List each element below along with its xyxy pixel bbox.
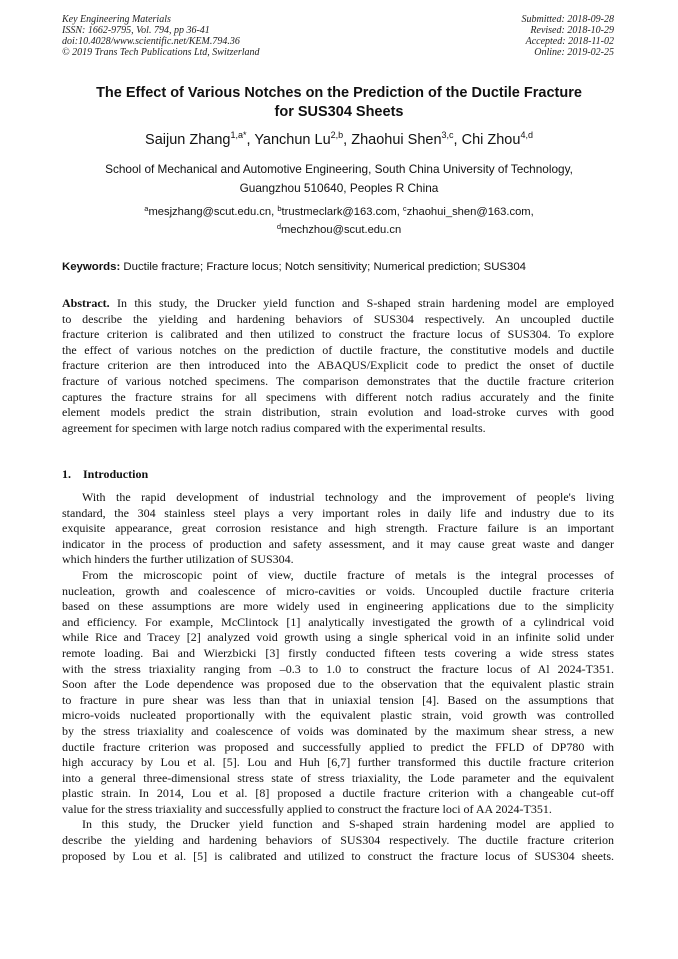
introduction-body <box>62 490 614 864</box>
author-name: Chi Zhou <box>461 132 521 148</box>
body-text-line: With the rapid development of industrial technology and the improvement of people's living <box>82 490 614 504</box>
title-line-1: The Effect of Various Notches on the Prediction of the Ductile Fracture <box>96 85 582 101</box>
submission-dates <box>522 14 615 58</box>
body-text-line: based on these assumptions are more widely used in engineering applications due to the simplicity <box>62 599 614 614</box>
affiliation <box>30 160 648 198</box>
author-emails <box>30 203 648 239</box>
body-text-line: into a general three-dimensional stress state of stress triaxiality, the Lode parameter and the equivalent <box>62 770 614 785</box>
body-text-line: indicator in the process of production and safety assessment, and it may cause great waste and danger <box>62 536 614 551</box>
journal-info <box>62 14 260 58</box>
body-text-line: ductile fracture criterion was proposed and successfully applied to predict the FFLD of DP780 with <box>62 739 614 754</box>
abstract-line: fracture criterion are then introduced into the ABAQUS/Explicit code to predict the onset of ductile <box>62 358 614 373</box>
date-accepted: Accepted: 2018-11-02 <box>525 36 614 47</box>
abstract-line: the effect of various notches on the prediction of ductile fracture, the constitutive models and ductile <box>62 342 614 357</box>
journal-issn: ISSN: 1662-9795, Vol. 794, pp 36-41 <box>62 25 210 36</box>
email-address[interactable]: trustmeclark@163.com, <box>281 206 403 218</box>
journal-doi: doi:10.4028/www.scientific.net/KEM.794.36 <box>62 36 240 47</box>
body-text-line: micro-voids nucleated proportionally with the equivalent plastic strain, void growth was controlled <box>62 708 614 723</box>
date-online: Online: 2019-02-25 <box>534 47 614 58</box>
body-text-line: describe the yielding and hardening behaviors of SUS304 respectively. The ductile fracture criterion <box>62 833 614 848</box>
email-line-1 <box>30 203 648 221</box>
email-address[interactable]: mesjzhang@scut.edu.cn, <box>148 206 278 218</box>
author-separator: , <box>343 132 352 148</box>
author-affiliation-mark: 1,a* <box>230 130 247 140</box>
keywords <box>62 259 618 275</box>
email-mark: c <box>402 204 407 213</box>
abstract-line: fracture criterion is calibrated and then utilized to construct the fracture locus of SUS304. To explore <box>62 327 614 342</box>
body-text-line: by the stress triaxiality and coalescence of voids was dominated by the maximum shear stress, a new <box>62 723 614 738</box>
author-name: Yanchun Lu <box>254 132 331 148</box>
keywords-text: Ductile fracture; Fracture locus; Notch sensitivity; Numerical prediction; SUS304 <box>120 261 527 273</box>
body-text-line: plastic strain. In 2014, Lou et al. [8] proposed a ductile fracture criterion with a changeable cut-off <box>62 786 614 801</box>
section-heading-introduction <box>62 466 148 482</box>
title-line-2: for SUS304 Sheets <box>274 104 404 120</box>
abstract-line <box>62 296 614 312</box>
body-text-line: while Rice and Tracey [2] analyzed void growth using a single spherical void in an infinite solid under <box>62 630 614 645</box>
body-text-line: with the stress triaxiality ranging from –0.3 to 1.0 to construct the fracture locus of Al 2024-T351. <box>62 661 614 676</box>
author-name: Saijun Zhang <box>145 132 231 148</box>
author-separator: , <box>453 132 462 148</box>
abstract <box>62 296 614 436</box>
paper-title <box>40 84 638 122</box>
email-line-2 <box>30 221 648 239</box>
abstract-line: captures the fracture strains for all specimens with different notch radius accurately and the finite <box>62 389 614 404</box>
body-text-line: In this study, the Drucker yield function and S-shaped strain hardening model are applied to <box>82 817 614 832</box>
email-mark: d <box>276 222 281 231</box>
author-affiliation-mark: 4,d <box>520 130 533 140</box>
section-title: Introduction <box>83 467 149 481</box>
journal-copyright: © 2019 Trans Tech Publications Ltd, Switzerland <box>62 47 260 58</box>
keywords-label: Keywords: <box>62 261 121 273</box>
email-mark: b <box>277 204 282 213</box>
email-mark: a <box>144 204 149 213</box>
date-submitted: Submitted: 2018-09-28 <box>521 14 614 25</box>
author-affiliation-mark: 3,c <box>441 130 454 140</box>
affiliation-line-1: School of Mechanical and Automotive Engineering, South China University of Technology, <box>105 162 573 176</box>
author-affiliation-mark: 2,b <box>330 130 344 140</box>
email-address[interactable]: zhaohui_shen@163.com, <box>406 206 534 218</box>
author-name: Zhaohui Shen <box>351 132 442 148</box>
body-text-line: nucleation, growth and coalescence of micro-cavities or voids. Uncoupled ductile fracture criteria <box>62 583 614 598</box>
body-text-line: high accuracy by Lou et al. [5]. Lou and Huh [6,7] further transformed this ductile fracture criterion <box>62 755 614 770</box>
body-text-line: Soon after the Lode dependence was proposed due to the observation that the equivalent plastic strain <box>62 677 614 692</box>
abstract-text: In this study, the Drucker yield function and S-shaped strain hardening model are employed <box>109 296 614 310</box>
author-separator: , <box>246 132 255 148</box>
author-list <box>30 130 648 150</box>
body-text-line: remote loading. Bai and Wierzbicki [3] firstly conducted fifteen tests covering a wide stress states <box>62 645 614 660</box>
body-text-line: value for the stress triaxiality and successfully applied to construct the fracture loci of AA 2024-T351. <box>62 801 552 816</box>
body-text-line: and efficiency. For example, McClintock [1] analytically investigated the growth of a cylindrical void <box>62 614 614 629</box>
body-text-line: standard, the 304 stainless steel plays a very important roles in daily life and industry due to its <box>62 505 614 520</box>
body-text-line: From the microscopic point of view, ductile fracture of metals is the integral processes of <box>82 567 614 582</box>
section-number: 1. <box>62 467 71 481</box>
date-revised: Revised: 2018-10-29 <box>530 25 614 36</box>
body-text-line: which hinders the further utilization of SUS304. <box>62 552 294 567</box>
abstract-line: element models predict the strain distribution, strain evolution and load-stroke curves with good <box>62 405 614 420</box>
body-text-line: to fracture in pure shear was less than that in uniaxial tension [4]. Based on the assumptions that <box>62 692 614 707</box>
journal-name: Key Engineering Materials <box>62 14 171 25</box>
email-address[interactable]: mechzhou@scut.edu.cn <box>280 224 402 236</box>
affiliation-line-2: Guangzhou 510640, Peoples R China <box>239 181 439 195</box>
abstract-line: fracture of various notched specimens. The comparison demonstrates that the ductile fracture criterion <box>62 373 614 388</box>
body-text-line: proposed by Lou et al. [5] is calibrated and utilized to construct the fracture locus of SUS304 sheets. <box>62 848 614 863</box>
abstract-label: Abstract. <box>62 296 110 310</box>
body-text-line: exquisite appearance, great corrosion resistance and high strength. Fracture failure is an important <box>62 521 614 536</box>
abstract-line: agreement for specimen with large notch radius compared with the experimental results. <box>62 420 486 435</box>
abstract-line: to describe the yielding and hardening behaviors of SUS304 respectively. An uncoupled ductile <box>62 311 614 326</box>
